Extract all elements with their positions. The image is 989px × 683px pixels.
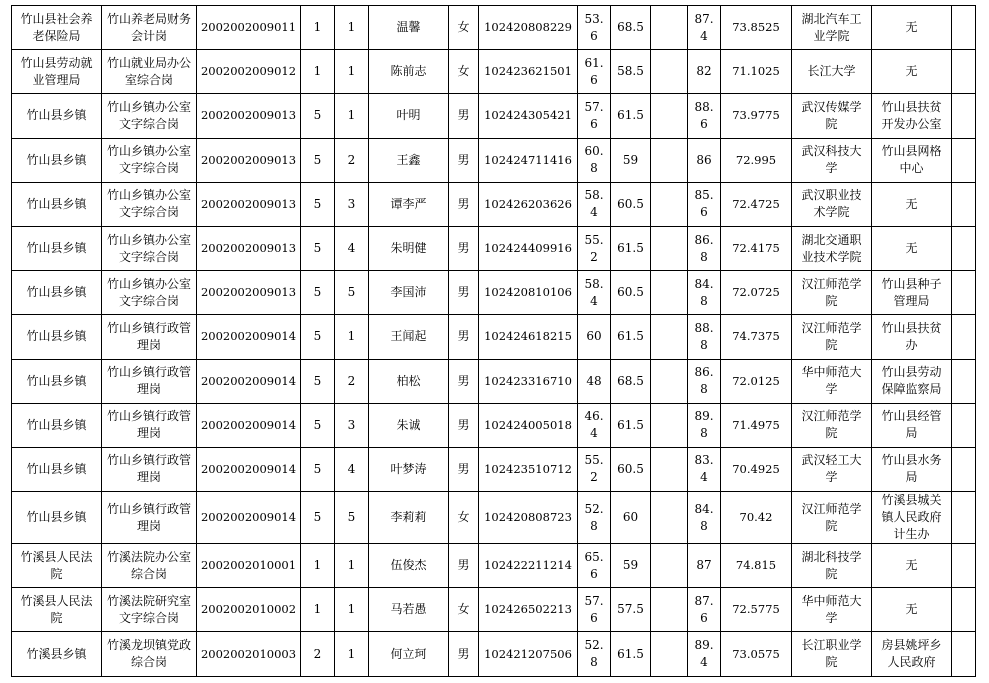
cell-exam-number: 102424005018 [479,403,578,447]
cell-rank: 3 [335,182,369,226]
cell-current-employer: 竹溪县城关镇人民政府计生办 [872,492,952,544]
cell-employer: 竹山县乡镇 [12,359,102,403]
cell-name: 李莉莉 [369,492,449,544]
cell-employer: 竹山县乡镇 [12,315,102,359]
cell-current-employer: 竹山县水务局 [872,447,952,491]
cell-exam-number: 102426203626 [479,182,578,226]
cell-rank: 1 [335,588,369,632]
cell-position: 竹山乡镇办公室文字综合岗 [102,271,197,315]
cell-exam-number: 102426502213 [479,588,578,632]
cell-employer: 竹山县乡镇 [12,271,102,315]
cell-rank: 2 [335,359,369,403]
cell-name: 叶明 [369,94,449,138]
cell-current-employer: 无 [872,50,952,94]
cell-written-score-b: 60.5 [611,182,651,226]
cell-interview-score: 89.8 [688,403,721,447]
cell-total-score: 72.0725 [721,271,792,315]
cell-position-code: 2002002009014 [197,447,301,491]
cell-written-score-b: 57.5 [611,588,651,632]
cell-position-code: 2002002009013 [197,138,301,182]
cell-quota: 5 [301,315,335,359]
cell-school: 湖北交通职业技术学院 [792,226,872,270]
cell-written-score-b: 61.5 [611,226,651,270]
cell-employer: 竹山县乡镇 [12,403,102,447]
cell-gender: 女 [449,588,479,632]
cell-blank [651,315,688,359]
cell-position: 竹山乡镇办公室文字综合岗 [102,182,197,226]
cell-written-score-a: 55.2 [578,226,611,270]
cell-extra [952,588,976,632]
cell-quota: 1 [301,544,335,588]
cell-name: 马若愚 [369,588,449,632]
cell-written-score-a: 58.4 [578,182,611,226]
cell-rank: 1 [335,544,369,588]
cell-rank: 3 [335,403,369,447]
cell-written-score-b: 61.5 [611,315,651,359]
cell-blank [651,271,688,315]
cell-current-employer: 竹山县扶贫办 [872,315,952,359]
cell-interview-score: 88.8 [688,315,721,359]
table-row [12,359,976,403]
cell-gender: 男 [449,359,479,403]
cell-position-code: 2002002009013 [197,226,301,270]
cell-quota: 5 [301,271,335,315]
cell-exam-number: 102423316710 [479,359,578,403]
cell-gender: 男 [449,403,479,447]
cell-interview-score: 84.8 [688,492,721,544]
cell-current-employer: 房县姚坪乡人民政府 [872,632,952,676]
cell-interview-score: 86.8 [688,226,721,270]
cell-written-score-b: 59 [611,138,651,182]
cell-gender: 男 [449,226,479,270]
cell-employer: 竹山县乡镇 [12,447,102,491]
cell-blank [651,138,688,182]
cell-current-employer: 竹山县扶贫开发办公室 [872,94,952,138]
cell-exam-number: 102424409916 [479,226,578,270]
cell-blank [651,544,688,588]
cell-total-score: 72.4175 [721,226,792,270]
cell-interview-score: 88.6 [688,94,721,138]
cell-blank [651,492,688,544]
cell-exam-number: 102420808723 [479,492,578,544]
cell-current-employer: 竹山县劳动保障监察局 [872,359,952,403]
cell-current-employer: 竹山县种子管理局 [872,271,952,315]
cell-extra [952,50,976,94]
cell-interview-score: 86 [688,138,721,182]
table-row [12,6,976,50]
cell-extra [952,403,976,447]
table-row [12,447,976,491]
cell-position: 竹溪法院办公室综合岗 [102,544,197,588]
cell-interview-score: 87.4 [688,6,721,50]
cell-written-score-b: 60.5 [611,447,651,491]
cell-written-score-a: 48 [578,359,611,403]
cell-name: 朱明健 [369,226,449,270]
cell-position-code: 2002002009014 [197,403,301,447]
cell-written-score-a: 60.8 [578,138,611,182]
cell-name: 伍俊杰 [369,544,449,588]
cell-total-score: 73.8525 [721,6,792,50]
cell-extra [952,182,976,226]
cell-written-score-a: 52.8 [578,492,611,544]
cell-written-score-a: 55.2 [578,447,611,491]
cell-total-score: 72.4725 [721,182,792,226]
table-row [12,226,976,270]
cell-position-code: 2002002009014 [197,359,301,403]
cell-written-score-b: 58.5 [611,50,651,94]
cell-exam-number: 102420810106 [479,271,578,315]
cell-blank [651,403,688,447]
cell-name: 李国沛 [369,271,449,315]
cell-exam-number: 102420808229 [479,6,578,50]
cell-school: 武汉传媒学院 [792,94,872,138]
cell-current-employer: 无 [872,182,952,226]
cell-name: 陈前志 [369,50,449,94]
cell-name: 何立珂 [369,632,449,676]
cell-quota: 5 [301,182,335,226]
cell-exam-number: 102423510712 [479,447,578,491]
cell-exam-number: 102424305421 [479,94,578,138]
cell-name: 柏松 [369,359,449,403]
cell-school: 汉江师范学院 [792,315,872,359]
results-table [11,5,976,677]
cell-current-employer: 竹山县经管局 [872,403,952,447]
cell-current-employer: 无 [872,544,952,588]
cell-position: 竹溪龙坝镇党政综合岗 [102,632,197,676]
cell-extra [952,359,976,403]
cell-position-code: 2002002009014 [197,315,301,359]
cell-position: 竹山养老局财务会计岗 [102,6,197,50]
cell-school: 武汉轻工大学 [792,447,872,491]
cell-total-score: 71.4975 [721,403,792,447]
cell-total-score: 73.0575 [721,632,792,676]
cell-interview-score: 87.6 [688,588,721,632]
cell-employer: 竹山县乡镇 [12,94,102,138]
cell-employer: 竹山县乡镇 [12,182,102,226]
cell-extra [952,6,976,50]
cell-blank [651,632,688,676]
cell-written-score-b: 68.5 [611,359,651,403]
cell-current-employer: 竹山县网格中心 [872,138,952,182]
cell-total-score: 72.0125 [721,359,792,403]
table-row [12,492,976,544]
cell-school: 武汉科技大学 [792,138,872,182]
cell-written-score-b: 60 [611,492,651,544]
cell-name: 朱诚 [369,403,449,447]
cell-employer: 竹山县乡镇 [12,226,102,270]
cell-current-employer: 无 [872,588,952,632]
cell-total-score: 74.815 [721,544,792,588]
cell-written-score-a: 53.6 [578,6,611,50]
cell-school: 武汉职业技术学院 [792,182,872,226]
cell-extra [952,544,976,588]
cell-rank: 2 [335,138,369,182]
cell-school: 湖北汽车工业学院 [792,6,872,50]
cell-quota: 5 [301,403,335,447]
cell-quota: 5 [301,492,335,544]
cell-school: 华中师范大学 [792,588,872,632]
cell-extra [952,632,976,676]
cell-written-score-b: 59 [611,544,651,588]
cell-position-code: 2002002010001 [197,544,301,588]
cell-blank [651,6,688,50]
cell-interview-score: 89.4 [688,632,721,676]
cell-blank [651,226,688,270]
cell-school: 华中师范大学 [792,359,872,403]
cell-quota: 2 [301,632,335,676]
cell-position: 竹溪法院研究室文字综合岗 [102,588,197,632]
cell-exam-number: 102423621501 [479,50,578,94]
cell-current-employer: 无 [872,226,952,270]
cell-exam-number: 102421207506 [479,632,578,676]
cell-blank [651,94,688,138]
cell-name: 王闻起 [369,315,449,359]
cell-name: 温馨 [369,6,449,50]
table-body [12,6,976,677]
cell-exam-number: 102424711416 [479,138,578,182]
cell-interview-score: 83.4 [688,447,721,491]
cell-school: 湖北科技学院 [792,544,872,588]
cell-rank: 5 [335,492,369,544]
cell-extra [952,271,976,315]
cell-school: 长江职业学院 [792,632,872,676]
cell-employer: 竹山县社会养老保险局 [12,6,102,50]
cell-employer: 竹山县乡镇 [12,492,102,544]
cell-exam-number: 102424618215 [479,315,578,359]
cell-written-score-b: 61.5 [611,632,651,676]
table-row [12,544,976,588]
cell-school: 汉江师范学院 [792,403,872,447]
cell-position: 竹山乡镇行政管理岗 [102,447,197,491]
cell-written-score-b: 60.5 [611,271,651,315]
cell-exam-number: 102422211214 [479,544,578,588]
cell-written-score-a: 65.6 [578,544,611,588]
cell-position: 竹山乡镇办公室文字综合岗 [102,138,197,182]
cell-gender: 男 [449,94,479,138]
cell-total-score: 70.42 [721,492,792,544]
cell-blank [651,588,688,632]
cell-extra [952,492,976,544]
cell-quota: 5 [301,447,335,491]
cell-quota: 5 [301,359,335,403]
cell-position-code: 2002002009011 [197,6,301,50]
cell-extra [952,94,976,138]
cell-quota: 1 [301,6,335,50]
cell-school: 汉江师范学院 [792,271,872,315]
table-row [12,94,976,138]
cell-rank: 1 [335,315,369,359]
cell-interview-score: 85.6 [688,182,721,226]
cell-total-score: 72.995 [721,138,792,182]
cell-interview-score: 84.8 [688,271,721,315]
cell-blank [651,50,688,94]
table-row [12,403,976,447]
cell-rank: 1 [335,50,369,94]
cell-rank: 4 [335,226,369,270]
cell-extra [952,138,976,182]
cell-quota: 5 [301,138,335,182]
cell-position: 竹山乡镇行政管理岗 [102,315,197,359]
table-row [12,588,976,632]
cell-position-code: 2002002009013 [197,94,301,138]
cell-quota: 5 [301,226,335,270]
cell-quota: 1 [301,588,335,632]
cell-quota: 5 [301,94,335,138]
cell-total-score: 73.9775 [721,94,792,138]
cell-written-score-b: 61.5 [611,94,651,138]
cell-employer: 竹山县乡镇 [12,138,102,182]
cell-school: 汉江师范学院 [792,492,872,544]
cell-written-score-a: 60 [578,315,611,359]
cell-position-code: 2002002010003 [197,632,301,676]
cell-extra [952,226,976,270]
cell-position: 竹山乡镇办公室文字综合岗 [102,226,197,270]
cell-written-score-a: 58.4 [578,271,611,315]
cell-rank: 1 [335,6,369,50]
table-row [12,138,976,182]
cell-position: 竹山乡镇办公室文字综合岗 [102,94,197,138]
cell-name: 王鑫 [369,138,449,182]
cell-total-score: 74.7375 [721,315,792,359]
cell-name: 谭李严 [369,182,449,226]
cell-interview-score: 82 [688,50,721,94]
table-row [12,271,976,315]
cell-position: 竹山乡镇行政管理岗 [102,403,197,447]
cell-quota: 1 [301,50,335,94]
cell-total-score: 70.4925 [721,447,792,491]
cell-written-score-a: 57.6 [578,94,611,138]
table-row [12,182,976,226]
table-row [12,632,976,676]
cell-gender: 女 [449,492,479,544]
cell-written-score-a: 61.6 [578,50,611,94]
cell-employer: 竹溪县人民法院 [12,588,102,632]
cell-written-score-a: 46.4 [578,403,611,447]
cell-blank [651,359,688,403]
cell-written-score-a: 52.8 [578,632,611,676]
cell-gender: 男 [449,632,479,676]
cell-written-score-b: 68.5 [611,6,651,50]
cell-blank [651,447,688,491]
cell-interview-score: 87 [688,544,721,588]
cell-gender: 男 [449,138,479,182]
cell-current-employer: 无 [872,6,952,50]
cell-employer: 竹溪县乡镇 [12,632,102,676]
cell-position-code: 2002002010002 [197,588,301,632]
table-row [12,315,976,359]
cell-gender: 男 [449,182,479,226]
cell-extra [952,447,976,491]
cell-rank: 5 [335,271,369,315]
cell-position-code: 2002002009013 [197,182,301,226]
cell-position-code: 2002002009014 [197,492,301,544]
cell-written-score-a: 57.6 [578,588,611,632]
cell-blank [651,182,688,226]
cell-position: 竹山乡镇行政管理岗 [102,359,197,403]
cell-position: 竹山乡镇行政管理岗 [102,492,197,544]
cell-gender: 男 [449,315,479,359]
cell-gender: 女 [449,50,479,94]
cell-position-code: 2002002009012 [197,50,301,94]
cell-rank: 1 [335,94,369,138]
cell-employer: 竹山县劳动就业管理局 [12,50,102,94]
cell-gender: 男 [449,447,479,491]
cell-gender: 女 [449,6,479,50]
cell-gender: 男 [449,271,479,315]
cell-written-score-b: 61.5 [611,403,651,447]
cell-total-score: 72.5775 [721,588,792,632]
cell-school: 长江大学 [792,50,872,94]
cell-rank: 1 [335,632,369,676]
cell-rank: 4 [335,447,369,491]
cell-employer: 竹溪县人民法院 [12,544,102,588]
cell-gender: 男 [449,544,479,588]
table-row [12,50,976,94]
cell-extra [952,315,976,359]
cell-position-code: 2002002009013 [197,271,301,315]
cell-position: 竹山就业局办公室综合岗 [102,50,197,94]
cell-total-score: 71.1025 [721,50,792,94]
cell-name: 叶梦涛 [369,447,449,491]
cell-interview-score: 86.8 [688,359,721,403]
